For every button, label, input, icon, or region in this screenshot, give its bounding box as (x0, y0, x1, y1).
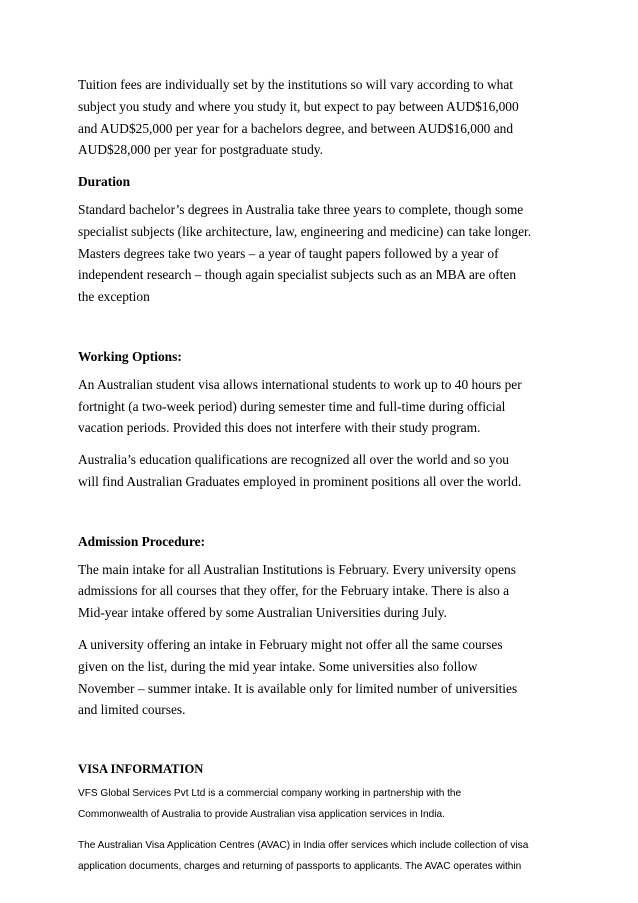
tuition-paragraph (78, 74, 568, 161)
text-line: A university offering an intake in February might not offer all the same courses (78, 636, 503, 652)
text-line: Mid-year intake offered by some Australian Universities during July. (78, 605, 447, 621)
text-line: VFS Global Services Pvt Ltd is a commercial company working in partnership with the (78, 788, 462, 800)
text-line: vacation periods. Provided this does not interfere with their study program. (78, 420, 481, 436)
duration-paragraph (78, 199, 568, 308)
admission-paragraph-1 (78, 559, 568, 624)
text-line: and AUD$25,000 per year for a bachelors degree, and between AUD$16,000 and (78, 120, 514, 136)
working-paragraph-1 (78, 374, 568, 439)
section-gap (78, 318, 568, 346)
text-line: fortnight (a two-week period) during semester time and full-time during official (78, 398, 506, 414)
text-line: and limited courses. (78, 702, 186, 718)
text-line: independent research – though again specialist subjects such as an MBA are often (78, 267, 517, 283)
text-line: Masters degrees take two years – a year of taught papers followed by a year of (78, 245, 499, 261)
text-line: November – summer intake. It is available only for limited number of universities (78, 680, 518, 696)
text-line: The Australian Visa Application Centres (AVAC) in India offer services which include collection of visa (78, 840, 529, 852)
text-line: the exception (78, 289, 150, 305)
visa-paragraph-2 (78, 835, 568, 877)
text-line: subject you study and where you study it, but expect to pay between AUD$16,000 (78, 98, 519, 114)
text-line: Tuition fees are individually set by the institutions so will vary according to what (78, 77, 514, 92)
admission-heading: Admission Procedure: (78, 533, 206, 549)
section-gap (78, 503, 568, 531)
text-line: Australia’s education qualifications are recognized all over the world and so you (78, 452, 509, 468)
text-line: AUD$28,000 per year for postgraduate study. (78, 142, 323, 158)
text-line: The main intake for all Australian Institutions is February. Every university opens (78, 561, 516, 577)
text-line: Commonwealth of Australia to provide Australian visa application services in India. (78, 809, 445, 821)
text-line: An Australian student visa allows international students to work up to 40 hours per (78, 376, 522, 392)
admission-paragraph-2 (78, 634, 568, 721)
text-line: specialist subjects (like architecture, law, engineering and medicine) can take longer. (78, 223, 532, 239)
text-line: admissions for all courses that they offer, for the February intake. There is also a (78, 583, 510, 599)
duration-heading: Duration (78, 174, 131, 190)
visa-paragraph-1 (78, 783, 568, 825)
text-line: will find Australian Graduates employed in prominent positions all over the world. (78, 473, 522, 489)
working-paragraph-2 (78, 449, 568, 493)
text-line: given on the list, during the mid year intake. Some universities also follow (78, 658, 478, 674)
text-line: Standard bachelor’s degrees in Australia take three years to complete, though some (78, 201, 524, 217)
section-gap (78, 731, 568, 759)
visa-information-heading: VISA INFORMATION (78, 762, 204, 777)
text-line: application documents, charges and returning of passports to applicants. The AVAC operates within (78, 861, 522, 873)
working-options-heading: Working Options: (78, 348, 182, 364)
